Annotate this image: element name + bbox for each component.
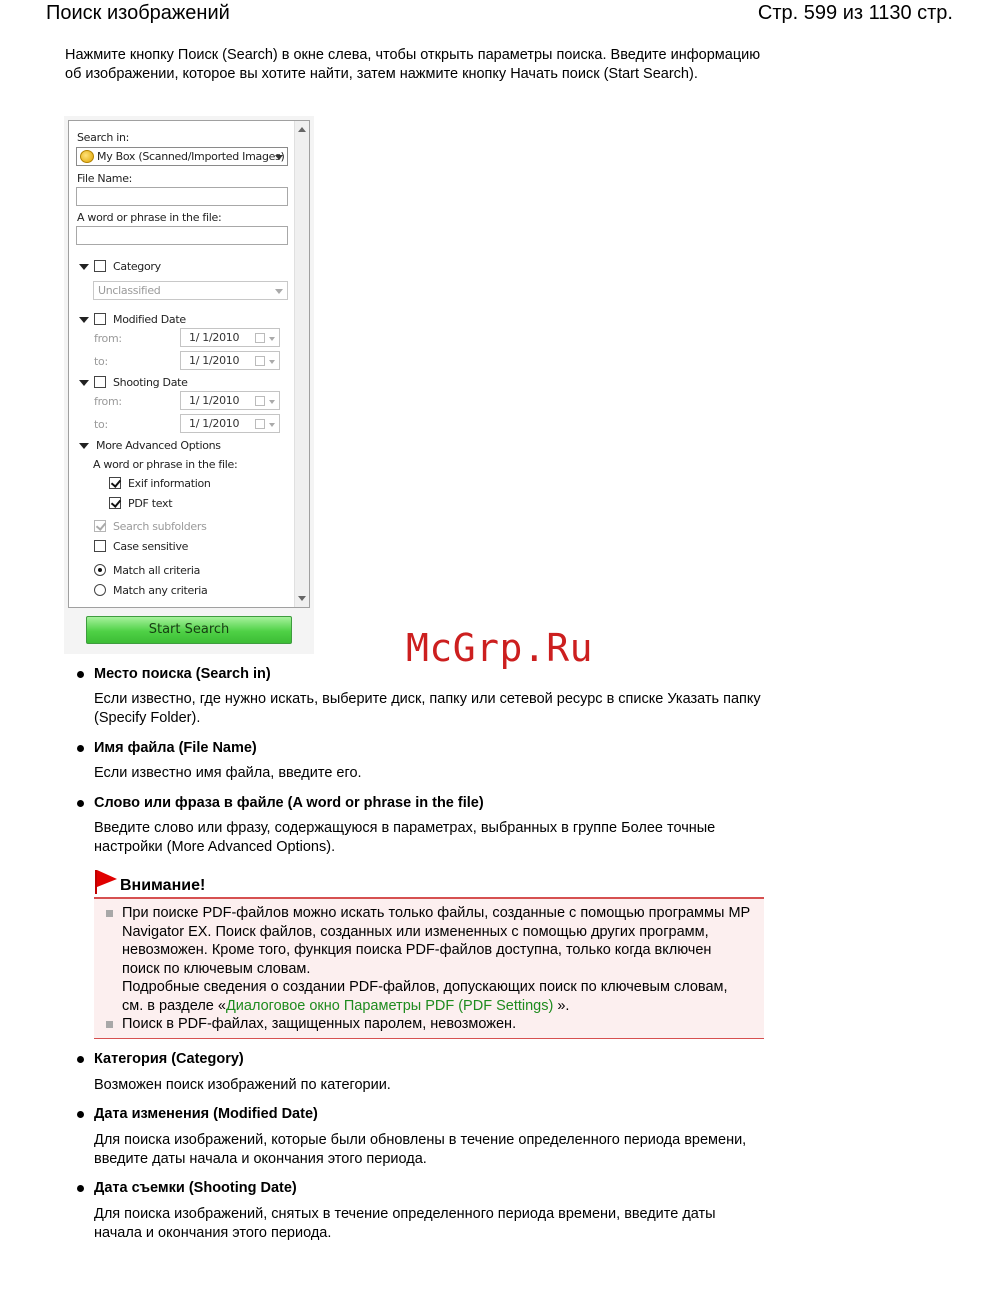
- chevron-down-icon: [275, 289, 283, 294]
- shooting-from-date[interactable]: [180, 391, 280, 410]
- my-box-icon: [80, 150, 94, 163]
- search-in-label: Search in:: [77, 131, 130, 144]
- search-in-select[interactable]: [76, 147, 288, 166]
- modified-date-checkbox[interactable]: [94, 313, 106, 325]
- chevron-down-icon: [269, 337, 275, 341]
- shooting-date-label: Shooting Date: [113, 376, 188, 389]
- chevron-down-icon: [269, 423, 275, 427]
- attention-item-1-more: Подробные сведения о создании PDF-файлов, допускающих поиск по ключевым словам, см. в разделе «: [122, 979, 728, 1014]
- word-phrase-input[interactable]: [76, 226, 288, 245]
- section-title-search-in: Место поиска (Search in): [94, 666, 271, 682]
- match-all-radio[interactable]: [94, 564, 106, 576]
- section-text-shooting-date: Для поиска изображений, снятых в течение определенного периода времени, введите даты начала и окончания этого периода.: [94, 1206, 716, 1241]
- calendar-icon: [255, 396, 265, 406]
- modified-date-collapse-icon[interactable]: [79, 317, 89, 323]
- attention-title: Внимание!: [120, 877, 206, 894]
- page-title: Поиск изображений: [46, 2, 230, 24]
- bullet-icon: [76, 670, 86, 680]
- shooting-date-collapse-icon[interactable]: [79, 380, 89, 386]
- shooting-to-value: 1/ 1/2010: [189, 417, 240, 430]
- panel-scrollbar[interactable]: [294, 121, 309, 607]
- section-title-word-phrase: Слово или фраза в файле (A word or phrase in the file): [94, 795, 484, 811]
- scroll-up-icon[interactable]: [298, 127, 306, 132]
- file-name-label: File Name:: [77, 172, 133, 185]
- modified-date-label: Modified Date: [113, 313, 186, 326]
- section-text-category: Возможен поиск изображений по категории.: [94, 1077, 391, 1093]
- list-square-icon: [106, 910, 113, 917]
- search-in-value: My Box (Scanned/Imported Images): [97, 150, 285, 163]
- exif-label: Exif information: [128, 477, 211, 490]
- search-subfolders-checkbox[interactable]: [94, 520, 106, 532]
- case-sensitive-checkbox[interactable]: [94, 540, 106, 552]
- modified-to-date[interactable]: [180, 351, 280, 370]
- category-select[interactable]: [93, 281, 288, 300]
- shooting-from-label: from:: [94, 395, 122, 408]
- scroll-down-icon[interactable]: [298, 596, 306, 601]
- chevron-down-icon: [269, 360, 275, 364]
- category-checkbox[interactable]: [94, 260, 106, 272]
- start-search-button[interactable]: Start Search: [86, 616, 292, 644]
- watermark-logo: McGrp.Ru: [406, 626, 594, 670]
- modified-from-value: 1/ 1/2010: [189, 331, 240, 344]
- shooting-date-checkbox[interactable]: [94, 376, 106, 388]
- section-text-modified-date: Для поиска изображений, которые были обновлены в течение определенного периода времени, введите даты начала и окончания этого периода.: [94, 1132, 747, 1167]
- pdf-settings-link[interactable]: Диалоговое окно Параметры PDF (PDF Settings): [225, 997, 554, 1014]
- category-collapse-icon[interactable]: [79, 264, 89, 270]
- section-title-file-name: Имя файла (File Name): [94, 740, 257, 756]
- attention-item-1: [122, 904, 752, 1015]
- shooting-from-value: 1/ 1/2010: [189, 394, 240, 407]
- calendar-icon: [255, 356, 265, 366]
- modified-to-value: 1/ 1/2010: [189, 354, 240, 367]
- section-title-shooting-date: Дата съемки (Shooting Date): [94, 1180, 297, 1196]
- bullet-icon: [76, 1055, 86, 1065]
- attention-item-1-text: При поиске PDF-файлов можно искать только файлы, созданные с помощью программы MP Navigator EX. Поиск файлов, созданных или измененных с помощью других программ, невозможен. Кроме того, функция поиска PDF-файлов доступна, только когда включен поиск по ключевым словам.: [122, 905, 750, 977]
- search-panel: [64, 116, 314, 654]
- attention-item-1-suffix: ».: [553, 997, 570, 1014]
- exif-checkbox[interactable]: [109, 477, 121, 489]
- shooting-to-label: to:: [94, 418, 108, 431]
- word-phrase-label: A word or phrase in the file:: [77, 211, 222, 224]
- more-options-label: More Advanced Options: [96, 439, 221, 452]
- section-title-modified-date: Дата изменения (Modified Date): [94, 1106, 318, 1122]
- modified-from-date[interactable]: [180, 328, 280, 347]
- search-subfolders-label: Search subfolders: [113, 520, 207, 533]
- list-square-icon: [106, 1021, 113, 1028]
- match-all-label: Match all criteria: [113, 564, 201, 577]
- bullet-icon: [76, 1184, 86, 1194]
- warning-flag-icon: [94, 868, 118, 894]
- shooting-to-date[interactable]: [180, 414, 280, 433]
- attention-item-2: Поиск в PDF-файлах, защищенных паролем, невозможен.: [122, 1016, 517, 1032]
- section-text-word-phrase: Введите слово или фразу, содержащуюся в параметрах, выбранных в группе Более точные настройки (More Advanced Options).: [94, 820, 716, 855]
- category-label: Category: [113, 260, 161, 273]
- pdf-text-checkbox[interactable]: [109, 497, 121, 509]
- page-counter: Стр. 599 из 1130 стр.: [757, 2, 953, 24]
- bullet-icon: [76, 799, 86, 809]
- attention-box: [94, 897, 764, 1039]
- modified-from-label: from:: [94, 332, 122, 345]
- section-title-category: Категория (Category): [94, 1051, 244, 1067]
- intro-paragraph: Нажмите кнопку Поиск (Search) в окне слева, чтобы открыть параметры поиска. Введите информацию об изображении, которое вы хотите найти, затем нажмите кнопку Начать поиск (Start Search).: [65, 47, 761, 82]
- more-options-collapse-icon[interactable]: [79, 443, 89, 449]
- section-text-file-name: Если известно имя файла, введите его.: [94, 765, 362, 781]
- category-value: Unclassified: [98, 284, 161, 297]
- chevron-down-icon: [275, 155, 283, 160]
- calendar-icon: [255, 333, 265, 343]
- case-sensitive-label: Case sensitive: [113, 540, 189, 553]
- section-text-search-in: Если известно, где нужно искать, выберите диск, папку или сетевой ресурс в списке Указать папку (Specify Folder).: [94, 691, 761, 726]
- calendar-icon: [255, 419, 265, 429]
- bullet-icon: [76, 1110, 86, 1120]
- modified-to-label: to:: [94, 355, 108, 368]
- bullet-icon: [76, 744, 86, 754]
- match-any-radio[interactable]: [94, 584, 106, 596]
- word-in-file-label: A word or phrase in the file:: [93, 458, 238, 471]
- pdf-text-label: PDF text: [128, 497, 173, 510]
- search-panel-frame: [68, 120, 310, 608]
- file-name-input[interactable]: [76, 187, 288, 206]
- chevron-down-icon: [269, 400, 275, 404]
- match-any-label: Match any criteria: [113, 584, 208, 597]
